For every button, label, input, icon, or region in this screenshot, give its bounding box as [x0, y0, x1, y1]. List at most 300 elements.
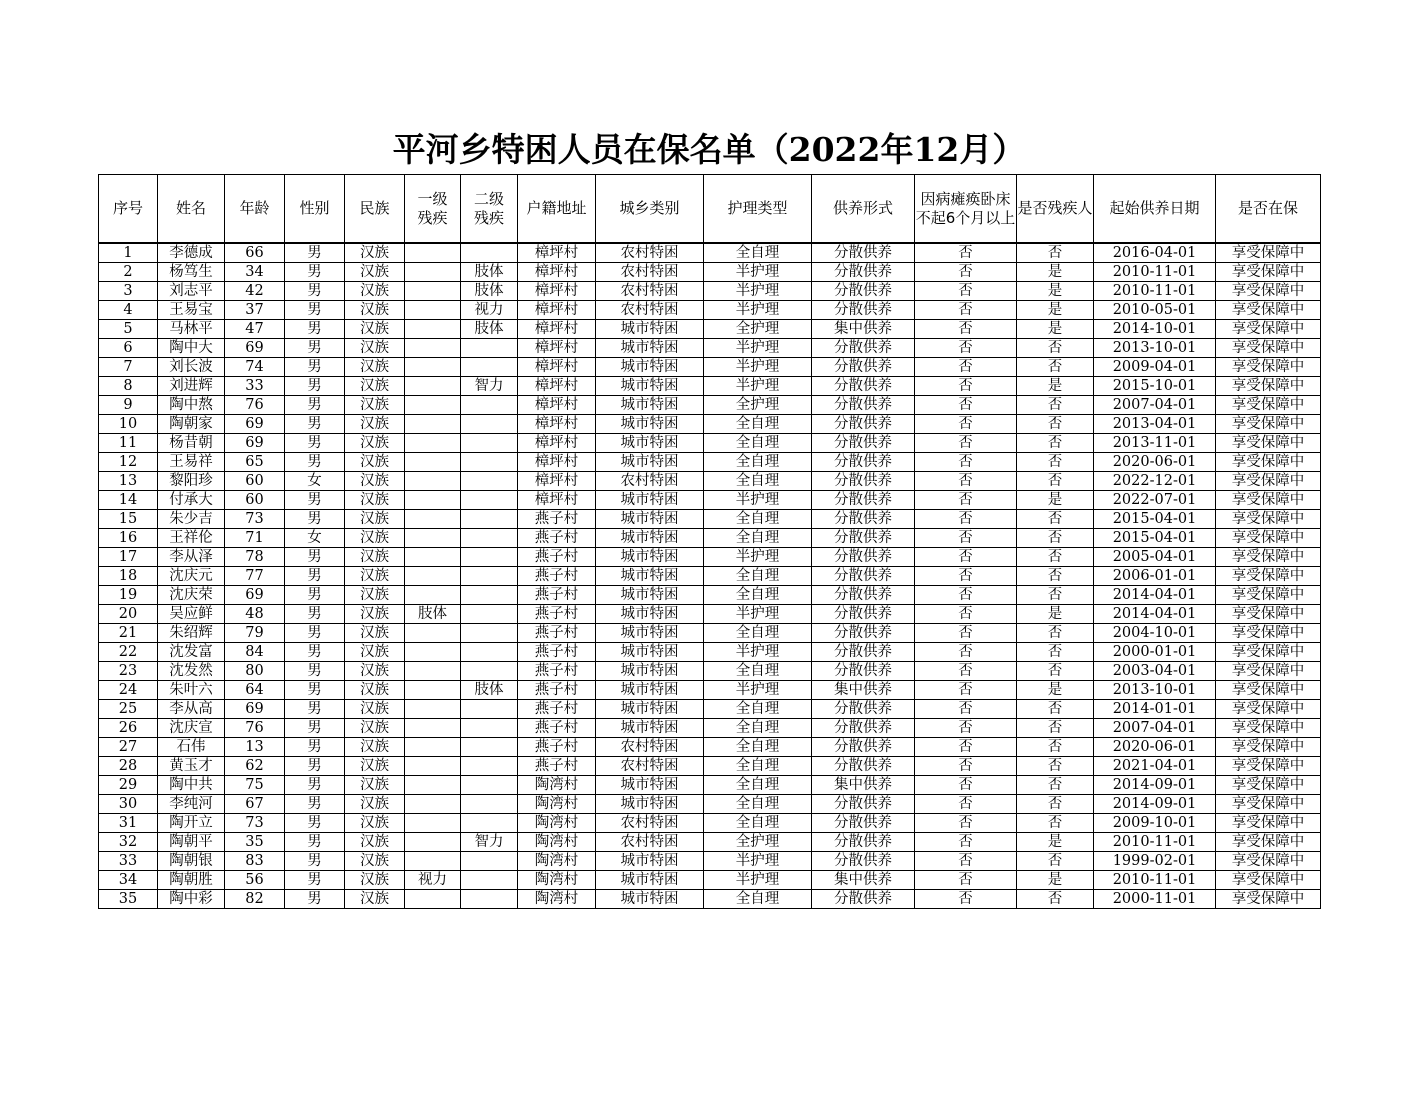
cell-level1-disability	[405, 662, 461, 681]
cell-age: 35	[225, 833, 285, 852]
cell-support-form: 分散供养	[812, 586, 915, 605]
cell-ethnicity: 汉族	[345, 776, 405, 795]
cell-in-coverage: 享受保障中	[1216, 548, 1321, 567]
col-header-start-date: 起始供养日期	[1094, 175, 1216, 244]
cell-address: 樟坪村	[518, 243, 596, 263]
col-header-name: 姓名	[158, 175, 225, 244]
cell-bedridden: 否	[915, 643, 1017, 662]
cell-name: 沈庆元	[158, 567, 225, 586]
cell-level1-disability	[405, 453, 461, 472]
cell-start-date: 2014-10-01	[1094, 320, 1216, 339]
col-header-ethnicity: 民族	[345, 175, 405, 244]
cell-level1-disability	[405, 510, 461, 529]
cell-index: 8	[99, 377, 158, 396]
cell-name: 陶朝胜	[158, 871, 225, 890]
cell-age: 13	[225, 738, 285, 757]
cell-urban-rural-type: 城市特困	[596, 852, 704, 871]
table-row	[99, 396, 1321, 415]
cell-is-disabled: 是	[1017, 605, 1094, 624]
cell-name: 杨笃生	[158, 263, 225, 282]
cell-gender: 男	[285, 586, 345, 605]
cell-gender: 男	[285, 833, 345, 852]
cell-age: 64	[225, 681, 285, 700]
cell-age: 37	[225, 301, 285, 320]
cell-level2-disability	[461, 491, 518, 510]
col-header-is-disabled: 是否残疾人	[1017, 175, 1094, 244]
cell-support-form: 集中供养	[812, 320, 915, 339]
cell-index: 35	[99, 890, 158, 909]
cell-name: 黎阳珍	[158, 472, 225, 491]
cell-level1-disability	[405, 282, 461, 301]
cell-level1-disability	[405, 358, 461, 377]
cell-start-date: 2014-04-01	[1094, 586, 1216, 605]
cell-name: 朱绍辉	[158, 624, 225, 643]
table-row	[99, 795, 1321, 814]
cell-index: 20	[99, 605, 158, 624]
cell-support-form: 分散供养	[812, 453, 915, 472]
cell-care-type: 半护理	[704, 605, 812, 624]
cell-address: 陶湾村	[518, 795, 596, 814]
cell-in-coverage: 享受保障中	[1216, 871, 1321, 890]
cell-in-coverage: 享受保障中	[1216, 833, 1321, 852]
cell-start-date: 2000-11-01	[1094, 890, 1216, 909]
cell-urban-rural-type: 城市特困	[596, 453, 704, 472]
cell-address: 樟坪村	[518, 358, 596, 377]
cell-level1-disability	[405, 586, 461, 605]
cell-name: 陶朝家	[158, 415, 225, 434]
table-row	[99, 814, 1321, 833]
cell-index: 10	[99, 415, 158, 434]
table-row	[99, 377, 1321, 396]
cell-ethnicity: 汉族	[345, 434, 405, 453]
cell-bedridden: 否	[915, 586, 1017, 605]
cell-ethnicity: 汉族	[345, 339, 405, 358]
cell-level2-disability	[461, 358, 518, 377]
cell-index: 16	[99, 529, 158, 548]
table-row	[99, 434, 1321, 453]
cell-level2-disability	[461, 700, 518, 719]
cell-is-disabled: 否	[1017, 662, 1094, 681]
header-row	[99, 175, 1321, 244]
cell-support-form: 分散供养	[812, 700, 915, 719]
cell-index: 26	[99, 719, 158, 738]
cell-ethnicity: 汉族	[345, 548, 405, 567]
cell-support-form: 分散供养	[812, 643, 915, 662]
cell-is-disabled: 否	[1017, 719, 1094, 738]
cell-urban-rural-type: 城市特困	[596, 776, 704, 795]
cell-gender: 男	[285, 548, 345, 567]
cell-level2-disability	[461, 605, 518, 624]
cell-in-coverage: 享受保障中	[1216, 738, 1321, 757]
cell-level2-disability	[461, 814, 518, 833]
cell-start-date: 2014-09-01	[1094, 776, 1216, 795]
cell-ethnicity: 汉族	[345, 814, 405, 833]
cell-index: 7	[99, 358, 158, 377]
cell-care-type: 全自理	[704, 776, 812, 795]
cell-index: 23	[99, 662, 158, 681]
cell-ethnicity: 汉族	[345, 377, 405, 396]
cell-is-disabled: 是	[1017, 833, 1094, 852]
cell-bedridden: 否	[915, 719, 1017, 738]
cell-start-date: 2022-12-01	[1094, 472, 1216, 491]
cell-start-date: 2007-04-01	[1094, 719, 1216, 738]
cell-level2-disability	[461, 548, 518, 567]
cell-bedridden: 否	[915, 491, 1017, 510]
col-header-index: 序号	[99, 175, 158, 244]
cell-name: 付承大	[158, 491, 225, 510]
cell-age: 69	[225, 700, 285, 719]
cell-care-type: 全自理	[704, 567, 812, 586]
cell-care-type: 全护理	[704, 833, 812, 852]
cell-care-type: 全自理	[704, 795, 812, 814]
cell-ethnicity: 汉族	[345, 700, 405, 719]
cell-age: 69	[225, 339, 285, 358]
cell-bedridden: 否	[915, 681, 1017, 700]
cell-level2-disability	[461, 510, 518, 529]
cell-level2-disability: 视力	[461, 301, 518, 320]
table-row	[99, 263, 1321, 282]
table-row	[99, 871, 1321, 890]
col-header-level2-disability: 二级残疾	[461, 175, 518, 244]
cell-care-type: 全护理	[704, 396, 812, 415]
cell-support-form: 分散供养	[812, 396, 915, 415]
page-title: 平河乡特困人员在保名单（2022年12月）	[392, 130, 1026, 169]
cell-urban-rural-type: 城市特困	[596, 567, 704, 586]
cell-care-type: 全自理	[704, 453, 812, 472]
cell-age: 73	[225, 510, 285, 529]
cell-name: 李从高	[158, 700, 225, 719]
cell-index: 6	[99, 339, 158, 358]
cell-level2-disability	[461, 738, 518, 757]
cell-in-coverage: 享受保障中	[1216, 662, 1321, 681]
cell-is-disabled: 是	[1017, 491, 1094, 510]
cell-ethnicity: 汉族	[345, 643, 405, 662]
cell-address: 燕子村	[518, 662, 596, 681]
cell-index: 27	[99, 738, 158, 757]
cell-gender: 男	[285, 453, 345, 472]
cell-is-disabled: 是	[1017, 320, 1094, 339]
cell-address: 樟坪村	[518, 320, 596, 339]
cell-in-coverage: 享受保障中	[1216, 472, 1321, 491]
cell-start-date: 2013-11-01	[1094, 434, 1216, 453]
cell-support-form: 分散供养	[812, 263, 915, 282]
cell-start-date: 1999-02-01	[1094, 852, 1216, 871]
cell-urban-rural-type: 农村特困	[596, 243, 704, 263]
cell-gender: 女	[285, 529, 345, 548]
cell-level2-disability	[461, 643, 518, 662]
cell-urban-rural-type: 农村特困	[596, 833, 704, 852]
table-row	[99, 301, 1321, 320]
cell-ethnicity: 汉族	[345, 453, 405, 472]
col-header-support-form: 供养形式	[812, 175, 915, 244]
cell-name: 刘长波	[158, 358, 225, 377]
cell-level2-disability	[461, 243, 518, 263]
cell-is-disabled: 是	[1017, 871, 1094, 890]
cell-start-date: 2009-10-01	[1094, 814, 1216, 833]
cell-ethnicity: 汉族	[345, 510, 405, 529]
cell-index: 15	[99, 510, 158, 529]
cell-care-type: 半护理	[704, 871, 812, 890]
cell-ethnicity: 汉族	[345, 301, 405, 320]
cell-care-type: 半护理	[704, 301, 812, 320]
cell-care-type: 半护理	[704, 358, 812, 377]
cell-is-disabled: 否	[1017, 624, 1094, 643]
cell-bedridden: 否	[915, 301, 1017, 320]
cell-level1-disability	[405, 833, 461, 852]
cell-support-form: 分散供养	[812, 339, 915, 358]
table-row	[99, 738, 1321, 757]
cell-level2-disability: 肢体	[461, 282, 518, 301]
cell-care-type: 全护理	[704, 320, 812, 339]
cell-in-coverage: 享受保障中	[1216, 282, 1321, 301]
cell-start-date: 2020-06-01	[1094, 738, 1216, 757]
table-row	[99, 643, 1321, 662]
cell-in-coverage: 享受保障中	[1216, 453, 1321, 472]
cell-urban-rural-type: 农村特困	[596, 472, 704, 491]
cell-gender: 男	[285, 491, 345, 510]
cell-address: 樟坪村	[518, 491, 596, 510]
cell-bedridden: 否	[915, 871, 1017, 890]
cell-level2-disability	[461, 529, 518, 548]
cell-address: 燕子村	[518, 719, 596, 738]
cell-level2-disability	[461, 795, 518, 814]
cell-ethnicity: 汉族	[345, 852, 405, 871]
cell-support-form: 分散供养	[812, 833, 915, 852]
cell-support-form: 分散供养	[812, 814, 915, 833]
cell-level2-disability	[461, 396, 518, 415]
cell-bedridden: 否	[915, 757, 1017, 776]
table-row	[99, 510, 1321, 529]
cell-address: 陶湾村	[518, 814, 596, 833]
cell-is-disabled: 否	[1017, 890, 1094, 909]
cell-urban-rural-type: 城市特困	[596, 890, 704, 909]
cell-care-type: 全自理	[704, 415, 812, 434]
cell-is-disabled: 否	[1017, 529, 1094, 548]
cell-level1-disability	[405, 491, 461, 510]
cell-care-type: 半护理	[704, 852, 812, 871]
cell-address: 樟坪村	[518, 282, 596, 301]
cell-urban-rural-type: 城市特困	[596, 662, 704, 681]
cell-care-type: 半护理	[704, 681, 812, 700]
cell-name: 黄玉才	[158, 757, 225, 776]
cell-ethnicity: 汉族	[345, 605, 405, 624]
table-row	[99, 529, 1321, 548]
cell-name: 朱少吉	[158, 510, 225, 529]
cell-in-coverage: 享受保障中	[1216, 339, 1321, 358]
cell-age: 56	[225, 871, 285, 890]
cell-age: 42	[225, 282, 285, 301]
cell-bedridden: 否	[915, 415, 1017, 434]
cell-age: 76	[225, 396, 285, 415]
cell-index: 1	[99, 243, 158, 263]
cell-support-form: 分散供养	[812, 472, 915, 491]
cell-gender: 男	[285, 738, 345, 757]
cell-ethnicity: 汉族	[345, 415, 405, 434]
cell-is-disabled: 否	[1017, 852, 1094, 871]
cell-name: 李从泽	[158, 548, 225, 567]
cell-is-disabled: 否	[1017, 567, 1094, 586]
cell-bedridden: 否	[915, 852, 1017, 871]
cell-care-type: 全自理	[704, 757, 812, 776]
cell-name: 石伟	[158, 738, 225, 757]
cell-age: 34	[225, 263, 285, 282]
col-header-age: 年龄	[225, 175, 285, 244]
cell-level2-disability	[461, 662, 518, 681]
cell-start-date: 2014-04-01	[1094, 605, 1216, 624]
cell-is-disabled: 否	[1017, 472, 1094, 491]
cell-age: 78	[225, 548, 285, 567]
cell-index: 18	[99, 567, 158, 586]
cell-support-form: 分散供养	[812, 890, 915, 909]
cell-gender: 男	[285, 776, 345, 795]
cell-address: 燕子村	[518, 624, 596, 643]
cell-gender: 男	[285, 662, 345, 681]
cell-address: 燕子村	[518, 681, 596, 700]
cell-level1-disability	[405, 624, 461, 643]
cell-care-type: 半护理	[704, 548, 812, 567]
cell-level2-disability	[461, 871, 518, 890]
cell-support-form: 分散供养	[812, 491, 915, 510]
cell-address: 燕子村	[518, 605, 596, 624]
cell-ethnicity: 汉族	[345, 719, 405, 738]
cell-gender: 男	[285, 358, 345, 377]
cell-bedridden: 否	[915, 890, 1017, 909]
cell-level2-disability: 肢体	[461, 263, 518, 282]
cell-care-type: 全自理	[704, 814, 812, 833]
cell-bedridden: 否	[915, 776, 1017, 795]
cell-start-date: 2004-10-01	[1094, 624, 1216, 643]
cell-bedridden: 否	[915, 263, 1017, 282]
cell-urban-rural-type: 城市特困	[596, 510, 704, 529]
cell-ethnicity: 汉族	[345, 795, 405, 814]
cell-ethnicity: 汉族	[345, 757, 405, 776]
cell-address: 陶湾村	[518, 890, 596, 909]
cell-gender: 男	[285, 681, 345, 700]
cell-in-coverage: 享受保障中	[1216, 586, 1321, 605]
cell-gender: 男	[285, 852, 345, 871]
cell-address: 燕子村	[518, 586, 596, 605]
cell-care-type: 半护理	[704, 491, 812, 510]
cell-gender: 男	[285, 871, 345, 890]
cell-address: 燕子村	[518, 700, 596, 719]
cell-address: 樟坪村	[518, 301, 596, 320]
cell-bedridden: 否	[915, 833, 1017, 852]
cell-level1-disability	[405, 339, 461, 358]
cell-age: 65	[225, 453, 285, 472]
cell-address: 樟坪村	[518, 396, 596, 415]
cell-address: 樟坪村	[518, 434, 596, 453]
cell-is-disabled: 否	[1017, 700, 1094, 719]
cell-care-type: 全自理	[704, 624, 812, 643]
cell-urban-rural-type: 农村特困	[596, 757, 704, 776]
cell-index: 34	[99, 871, 158, 890]
cell-in-coverage: 享受保障中	[1216, 510, 1321, 529]
cell-address: 樟坪村	[518, 453, 596, 472]
cell-care-type: 全自理	[704, 586, 812, 605]
cell-gender: 男	[285, 567, 345, 586]
cell-bedridden: 否	[915, 434, 1017, 453]
cell-in-coverage: 享受保障中	[1216, 263, 1321, 282]
cell-age: 77	[225, 567, 285, 586]
cell-support-form: 集中供养	[812, 871, 915, 890]
cell-start-date: 2003-04-01	[1094, 662, 1216, 681]
cell-gender: 男	[285, 814, 345, 833]
cell-index: 25	[99, 700, 158, 719]
cell-index: 17	[99, 548, 158, 567]
cell-level1-disability	[405, 700, 461, 719]
cell-care-type: 半护理	[704, 263, 812, 282]
cell-is-disabled: 否	[1017, 510, 1094, 529]
cell-age: 69	[225, 415, 285, 434]
cell-in-coverage: 享受保障中	[1216, 491, 1321, 510]
cell-bedridden: 否	[915, 605, 1017, 624]
cell-ethnicity: 汉族	[345, 567, 405, 586]
cell-bedridden: 否	[915, 453, 1017, 472]
cell-in-coverage: 享受保障中	[1216, 320, 1321, 339]
cell-support-form: 分散供养	[812, 605, 915, 624]
cell-address: 燕子村	[518, 548, 596, 567]
cell-age: 60	[225, 472, 285, 491]
cell-support-form: 分散供养	[812, 377, 915, 396]
cell-level1-disability	[405, 795, 461, 814]
cell-level1-disability	[405, 814, 461, 833]
cell-ethnicity: 汉族	[345, 586, 405, 605]
cell-bedridden: 否	[915, 282, 1017, 301]
cell-age: 75	[225, 776, 285, 795]
cell-is-disabled: 否	[1017, 396, 1094, 415]
cell-is-disabled: 是	[1017, 263, 1094, 282]
cell-name: 沈发然	[158, 662, 225, 681]
cell-gender: 女	[285, 472, 345, 491]
table-row	[99, 662, 1321, 681]
cell-bedridden: 否	[915, 548, 1017, 567]
cell-gender: 男	[285, 719, 345, 738]
cell-urban-rural-type: 农村特困	[596, 738, 704, 757]
cell-gender: 男	[285, 415, 345, 434]
cell-support-form: 分散供养	[812, 548, 915, 567]
cell-is-disabled: 是	[1017, 301, 1094, 320]
cell-start-date: 2005-04-01	[1094, 548, 1216, 567]
cell-urban-rural-type: 城市特困	[596, 491, 704, 510]
cell-ethnicity: 汉族	[345, 681, 405, 700]
cell-age: 47	[225, 320, 285, 339]
col-header-level1-disability: 一级残疾	[405, 175, 461, 244]
cell-name: 陶中彩	[158, 890, 225, 909]
cell-is-disabled: 否	[1017, 453, 1094, 472]
cell-name: 王祥伦	[158, 529, 225, 548]
cell-urban-rural-type: 农村特困	[596, 301, 704, 320]
table-row	[99, 243, 1321, 263]
cell-level1-disability	[405, 681, 461, 700]
cell-start-date: 2015-04-01	[1094, 510, 1216, 529]
cell-age: 79	[225, 624, 285, 643]
cell-urban-rural-type: 城市特困	[596, 396, 704, 415]
cell-support-form: 分散供养	[812, 795, 915, 814]
cell-is-disabled: 否	[1017, 643, 1094, 662]
cell-name: 沈庆宣	[158, 719, 225, 738]
cell-name: 陶朝平	[158, 833, 225, 852]
cell-level1-disability	[405, 472, 461, 491]
cell-index: 22	[99, 643, 158, 662]
cell-name: 陶朝银	[158, 852, 225, 871]
cell-bedridden: 否	[915, 320, 1017, 339]
cell-gender: 男	[285, 263, 345, 282]
cell-level1-disability	[405, 890, 461, 909]
cell-care-type: 全自理	[704, 662, 812, 681]
cell-in-coverage: 享受保障中	[1216, 243, 1321, 263]
cell-level1-disability	[405, 263, 461, 282]
cell-age: 83	[225, 852, 285, 871]
